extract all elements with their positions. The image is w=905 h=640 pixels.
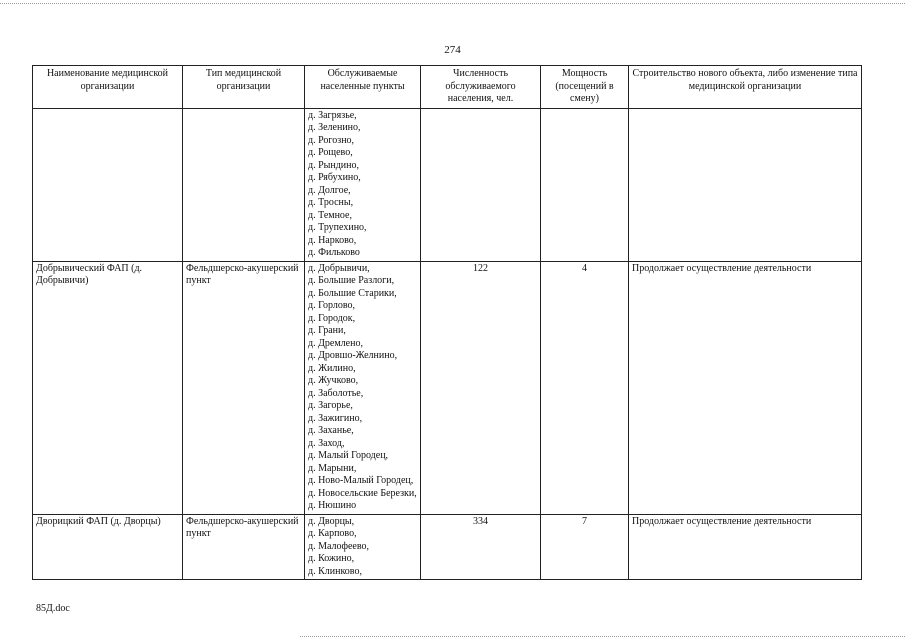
place-item: д. Грани, [308,325,346,336]
place-item: д. Дворцы, [308,515,355,527]
cell-capacity: 4 [541,261,629,514]
header-population: Численность обслуживаемого населения, чел. [421,66,541,109]
place-item: д. Дровшо-Желнино, [308,350,398,361]
place-item: д. Заханье, [308,425,354,436]
place-item: д. Рощево, [308,147,353,158]
place-item: д. Зеленино, [308,122,361,133]
header-served-places: Обслуживаемые населенные пункты [305,66,421,109]
cell-served-places [305,261,421,514]
cell-served-places [305,108,421,261]
place-item: д. Загрязье, [308,109,357,121]
cell-org-name: Дворицкий ФАП (д. Дворцы) [33,514,183,580]
place-item: д. Нюшино [308,500,357,511]
place-item: д. Малофеево, [308,540,370,552]
footer-filename: 85Д.doc [36,603,70,614]
page-number: 274 [444,44,461,56]
cell-org-name [33,108,183,261]
cell-capacity: 7 [541,514,629,580]
table-row-continuation [33,108,862,261]
cell-construction: Продолжает осуществление деятельности [629,261,862,514]
header-capacity: Мощность (посещений в смену) [541,66,629,109]
place-item: д. Заход, [308,437,345,449]
cell-org-type [183,108,305,261]
place-item: д. Фильково [308,247,360,258]
header-org-type: Тип медицинской организации [183,66,305,109]
header-org-name: Наименование медицинской организации [33,66,183,109]
place-item: д. Жучково, [308,375,359,386]
cell-org-name: Добрывический ФАП (д. Добрывичи) [33,261,183,514]
place-item: д. Добрывичи, [308,262,370,274]
table-row-dobryvichi [33,261,862,514]
place-item: д. Большие Старики, [308,287,397,299]
place-item: д. Новосельские Березки, [308,487,417,499]
cell-served-places [305,514,421,580]
scan-edge-bottom [300,636,905,637]
place-item: д. Дремлено, [308,337,363,349]
cell-construction: Продолжает осуществление деятельности [629,514,862,580]
cell-population: 334 [421,514,541,580]
place-item: д. Трупехино, [308,222,367,233]
cell-org-type: Фельдшерско-акушерский пункт [183,261,305,514]
place-item: д. Рогозно, [308,134,355,146]
place-item: д. Заболотье, [308,387,364,399]
place-item: д. Долгое, [308,184,351,196]
place-item: д. Малый Городец, [308,450,389,461]
cell-capacity [541,108,629,261]
cell-org-type: Фельдшерско-акушерский пункт [183,514,305,580]
place-item: д. Рябухино, [308,172,361,183]
place-item: д. Загорье, [308,400,353,411]
table-row-dvoritsky [33,514,862,580]
header-construction: Строительство нового объекта, либо изменение типа медицинской организации [629,66,862,109]
cell-population [421,108,541,261]
place-item: д. Рындино, [308,159,360,171]
place-item: д. Темное, [308,209,352,221]
table-header-row [33,66,862,109]
place-item: д. Нарково, [308,234,357,246]
place-item: д. Марыни, [308,462,357,474]
medical-organizations-table [32,65,862,580]
place-item: д. Тросны, [308,197,354,208]
cell-population: 122 [421,261,541,514]
cell-construction [629,108,862,261]
place-item: д. Большие Разлоги, [308,275,395,286]
scan-edge-top [0,3,905,4]
place-item: д. Кожино, [308,553,355,564]
place-item: д. Горлово, [308,300,356,311]
place-item: д. Ново-Малый Городец, [308,475,414,486]
place-item: д. Зажигино, [308,412,363,424]
place-item: д. Городок, [308,312,356,324]
place-item: д. Жилино, [308,362,356,374]
place-item: д. Клинково, [308,565,362,577]
place-item: д. Карпово, [308,528,357,539]
